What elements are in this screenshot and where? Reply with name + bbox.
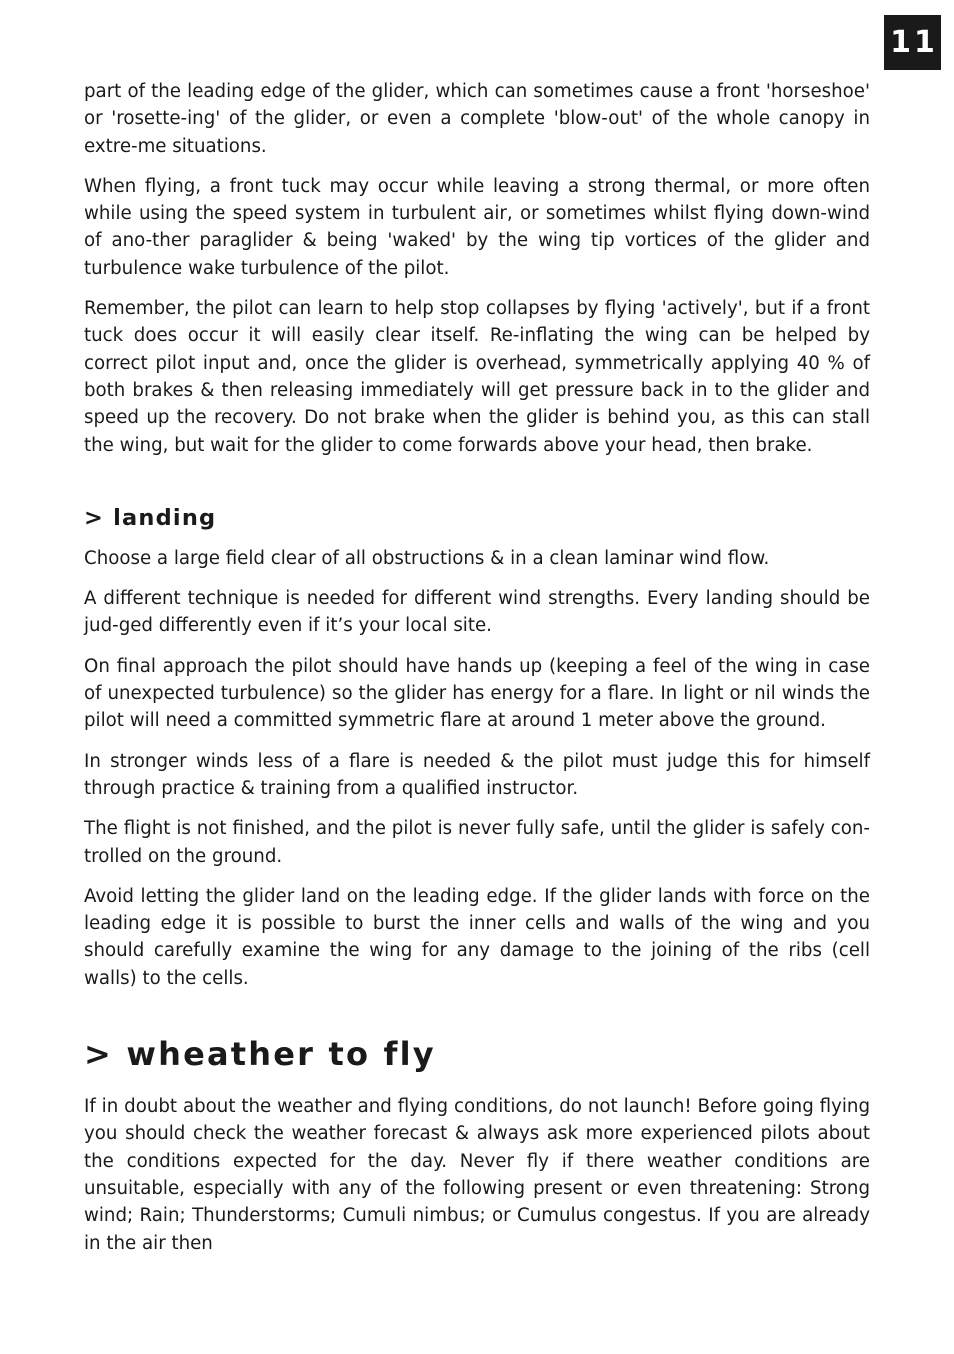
paragraph: On final approach the pilot should have hands up (keeping a feel of the wing in case of unexpected turbulence) so the glider has energy for a flare. In light or nil winds the pilot will need a committed symmetric flare at around 1 meter above the ground.: [84, 655, 870, 732]
paragraph: In stronger winds less of a flare is needed & the pilot must judge this for himself through practice & training from a qualified instructor.: [84, 750, 870, 799]
page-number: 11: [884, 15, 941, 70]
section-heading-landing: > landing: [84, 504, 217, 531]
paragraph: Avoid letting the glider land on the leading edge. If the glider lands with force on the leading edge it is possible to burst the inner cells and walls of the wing and you should carefully examine the wing for any damage to the joining of the ribs (cell walls) to the cells.: [84, 885, 870, 989]
paragraph: part of the leading edge of the glider, which can sometimes cause a front 'horseshoe' or 'rosette-ing' of the glider, or even a complete 'blow-out' of the whole canopy in extre-me situations.: [84, 81, 870, 157]
paragraph: If in doubt about the weather and flying conditions, do not launch! Before going flying you should check the weather forecast & always ask more experienced pilots about the conditions expected for the day. Never fly if there weather conditions are unsuitable, especially with any of the following present or even threatening: Strong wind; Rain; Thunderstorms; Cumuli nimbus; or Cumulus congestus. If you are already in the air then: [84, 1096, 870, 1254]
page-content: [84, 78, 870, 1270]
paragraph: Remember, the pilot can learn to help stop collapses by flying 'actively', but if a front tuck does occur it will easily clear itself. Re-inflating the wing can be helped by correct pilot input and, once the glider is overhead, symmetrically applying 40 % of both brakes & then releasing immediately will get pressure back in to the glider and speed up the recovery. Do not brake when the glider is behind you, as this can stall the wing, but wait for the glider to come forwards above your head, then brake.: [84, 298, 870, 456]
paragraph: When flying, a front tuck may occur while leaving a strong thermal, or more often while using the speed system in turbulent air, or sometimes whilst flying down-wind of ano-ther paraglider & being 'waked' by the wing tip vortices of the glider and turbulence wake turbulence of the pilot.: [84, 175, 870, 279]
paragraph: The flight is not finished, and the pilot is never fully safe, until the glider is safely con-trolled on the ground.: [84, 818, 870, 867]
paragraph: Choose a large field clear of all obstructions & in a clean laminar wind flow.: [84, 547, 770, 569]
section-heading-weather: > wheather to fly: [84, 1035, 436, 1074]
paragraph: A different technique is needed for different wind strengths. Every landing should be jud-ged differently even if it’s your local site.: [84, 588, 870, 637]
